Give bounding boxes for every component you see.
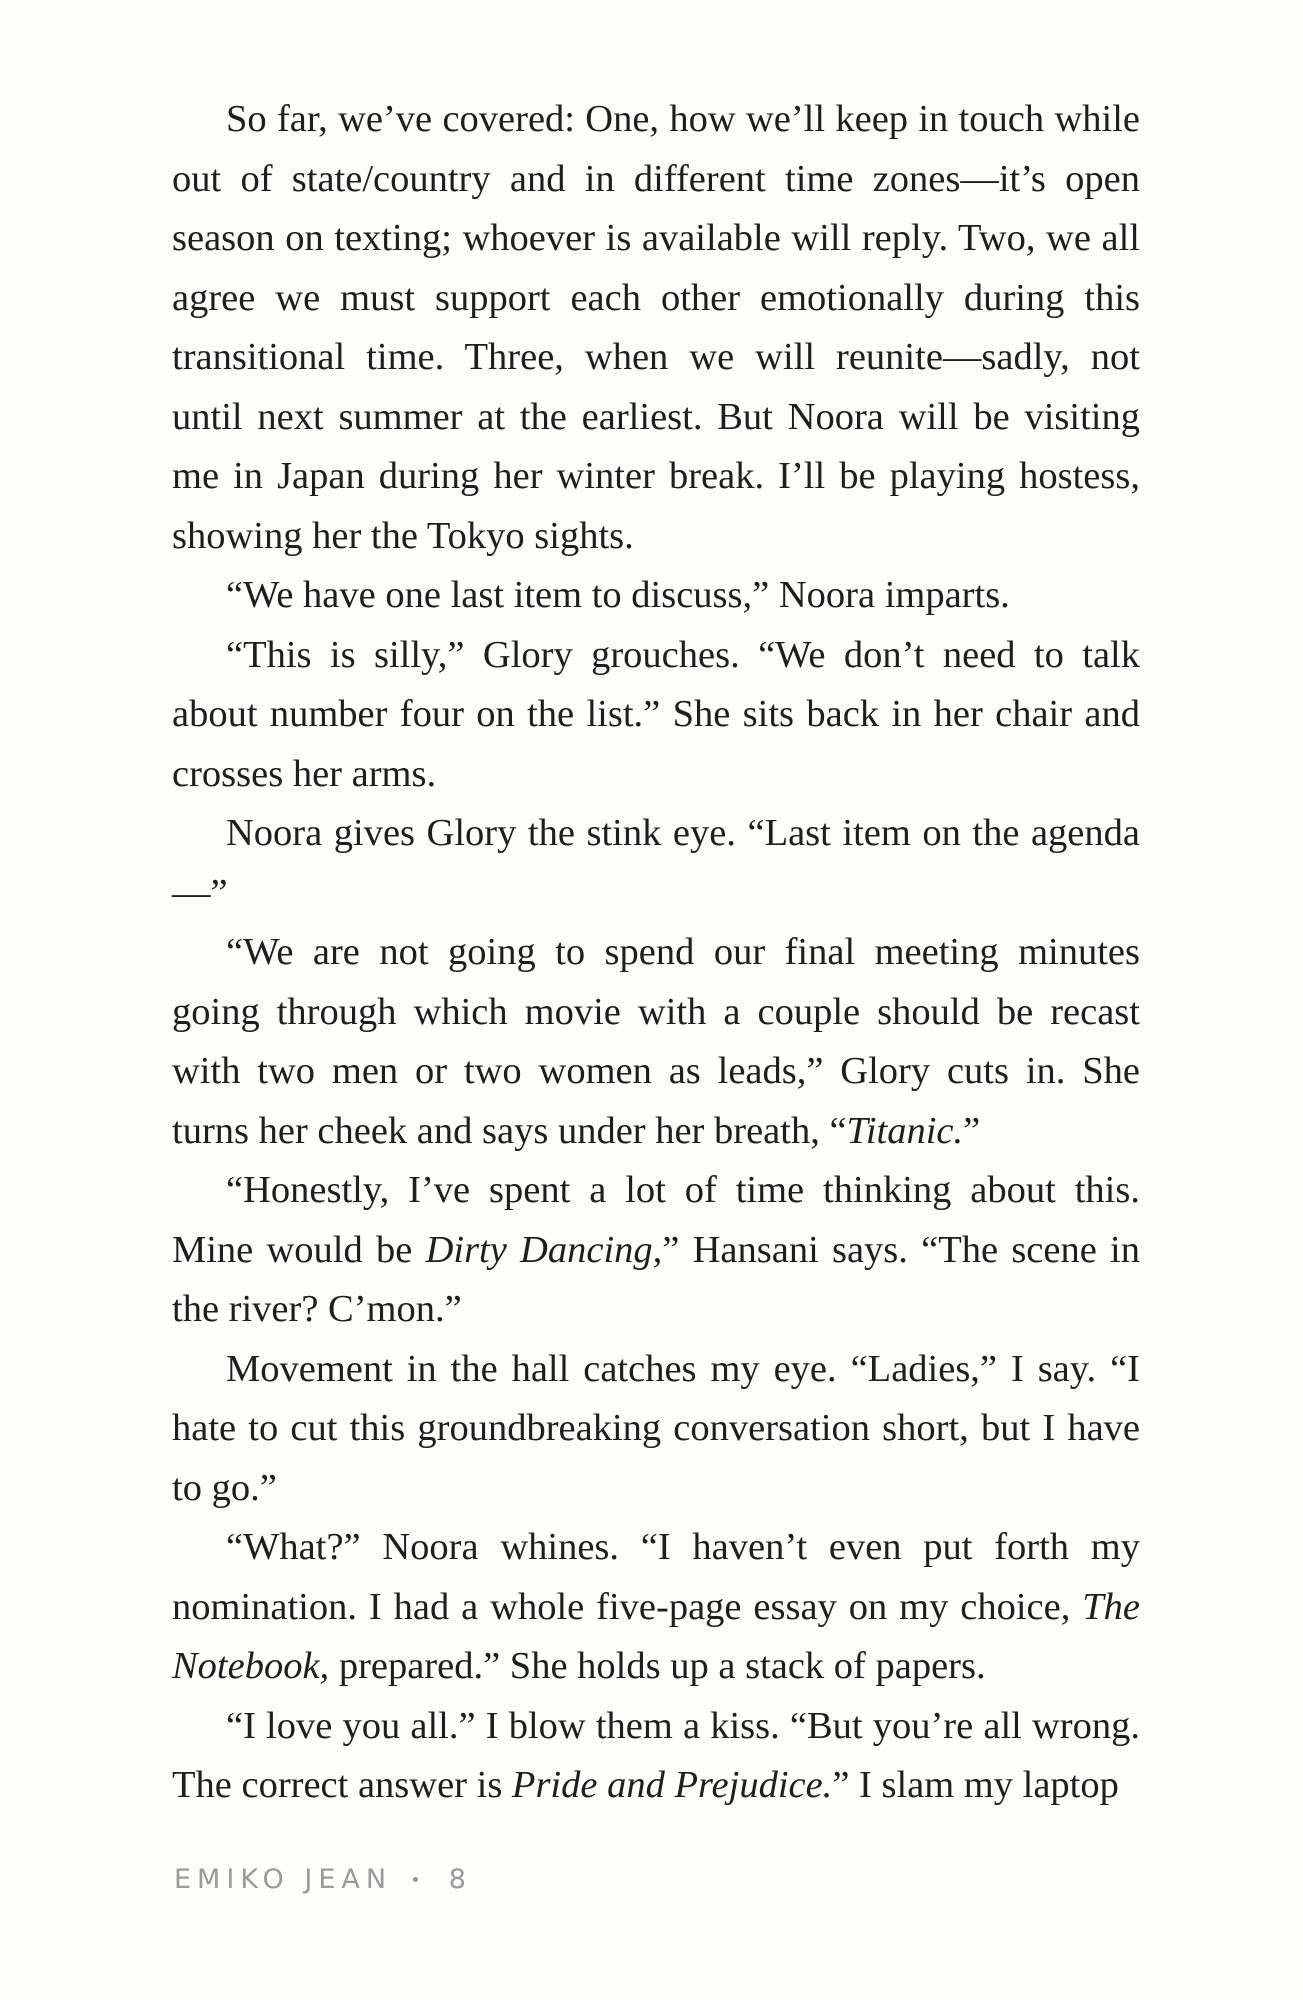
paragraph [172,626,1140,805]
text-run: “I love you all.” I blow them a kiss. “But you’re all wrong. The correct answer is [172,1704,1140,1806]
text-run: Noora gives Glory the stink eye. “Last item on the agenda—” [172,812,1140,914]
body-text [172,90,1140,1816]
text-run: “Honestly, I’ve spent a lot of time thinking about this. Mine would be [172,1169,1140,1271]
footer-separator: • [410,1870,427,1891]
page-number: 8 [448,1864,472,1895]
text-run: “This is silly,” Glory grouches. “We don’t need to talk about number four on the list.” She sits back in her chair and crosses her arms. [172,633,1140,795]
paragraph [172,1697,1140,1816]
paragraph [172,1340,1140,1519]
footer-author: EMIKO JEAN [174,1864,393,1895]
text-run: ” I slam my laptop [832,1764,1119,1806]
paragraph [172,566,1140,626]
text-run: “What?” Noora whines. “I haven’t even put forth my nomination. I had a whole five-page essay on my choice, [172,1526,1140,1628]
paragraph [172,923,1140,1161]
paragraph [172,90,1140,566]
text-run: “We are not going to spend our final meeting minutes going through which movie with a couple should be recast with two men or two women as leads,” Glory cuts in. She turns her cheek and says under her breath, “ [172,931,1140,1152]
italic-title: Dirty Dancing, [425,1228,663,1271]
running-footer [174,1864,472,1895]
paragraph [172,1518,1140,1697]
italic-title: The Notebook, [172,1585,1140,1687]
text-run: “We have one last item to discuss,” Noora imparts. [226,574,1010,616]
text-run: prepared.” She holds up a stack of papers. [329,1645,986,1687]
text-run: So far, we’ve covered: One, how we’ll keep in touch while out of state/country and in different time zones—it’s open season on texting; whoever is available will reply. Two, we all agree we must support each other emotionally during this transitional time. Three, when we will reunite—sadly, not until next summer at the earliest. But Noora will be visiting me in Japan during her winter break. I’ll be playing hostess, showing her the Tokyo sights. [172,98,1140,557]
text-run: ” Hansani says. “The scene in the river? C’mon.” [172,1228,1140,1330]
paragraph [172,1161,1140,1340]
italic-title: Titanic. [846,1109,964,1152]
text-run: ” [963,1109,981,1152]
italic-title: Pride and Prejudice. [511,1764,833,1806]
paragraph [172,804,1140,923]
text-run: Movement in the hall catches my eye. “Ladies,” I say. “I hate to cut this groundbreaking conversation short, but I have to go.” [172,1347,1140,1509]
